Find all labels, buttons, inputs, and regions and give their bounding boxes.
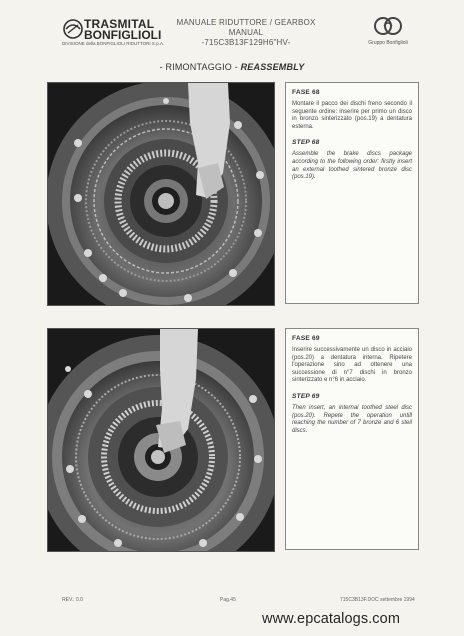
- trasmital-bonfiglioli-logo: [62, 16, 165, 46]
- gearbox-steel-disc-photo: [48, 329, 274, 551]
- step-69-heading-italian: FASE 69: [292, 335, 320, 342]
- step-69-heading-english: STEP 69: [292, 392, 320, 400]
- section-title: [0, 62, 464, 72]
- brand-subtitle: DIVISIONE della BONFIGLIOLI RIDUTTORI S.p.A.: [62, 41, 165, 46]
- gruppo-bonfiglioli-logo: [366, 14, 410, 50]
- step-68-description: [285, 82, 419, 304]
- photo-step-68: [47, 82, 275, 306]
- brand-emblem-icon: [62, 18, 84, 40]
- group-emblem-icon: [374, 14, 402, 38]
- watermark-link[interactable]: www.epcatalogs.com: [262, 611, 400, 627]
- step-68-heading-english: STEP 68: [292, 139, 320, 147]
- footer-revision: REV.: 0.0: [62, 597, 83, 603]
- manual-title: [166, 18, 326, 48]
- brand-name-line1: TRASMITAL: [84, 17, 155, 31]
- group-name: Gruppo Bonfiglioli: [368, 40, 408, 46]
- step-68-heading-italian: FASE 68: [292, 89, 320, 96]
- manual-title-line2: -715C3B13F129H6"HV-: [201, 38, 291, 47]
- section-title-english: REASSEMBLY: [240, 62, 305, 72]
- step-69-text-italian: Inserire successivamente un disco in acciaio (pos.20) a dentatura interna. Ripetere l'operazione sino ad ottenere una successione di n°7 dischi in bronzo sinterizzato e n°6 in acciaio.: [292, 347, 412, 384]
- footer-page-number: Pag.45: [220, 597, 236, 603]
- gearbox-brake-disc-photo: [48, 83, 274, 305]
- step-68-text-english: Assemble the brake discs package according to the following order: firstly insert an external toothed sintered bronze disc (pos.19).: [292, 151, 412, 181]
- photo-step-69: [47, 328, 275, 552]
- footer-document: 715C3B13F.DOC settembre 1994: [340, 597, 415, 603]
- step-69-text-english: Then insert, an internal toothed steel disc (pos.20). Repete the operation untill reaching the number of 7 bronze and 6 steil discs.: [292, 404, 412, 434]
- manual-title-line1: MANUALE RIDUTTORE / GEARBOX MANUAL: [176, 18, 316, 37]
- brand-name-line2: BONFIGLIOLI: [84, 28, 162, 42]
- step-68-text-italian: Montare il pacco dei dischi freno secondo il seguente ordine: inserire per primo un disco in bronzo sinterizzato (pos.19) a dentatura esterna.: [292, 101, 412, 130]
- section-title-italian: - RIMONTAGGIO -: [159, 62, 241, 72]
- step-69-description: [285, 328, 419, 550]
